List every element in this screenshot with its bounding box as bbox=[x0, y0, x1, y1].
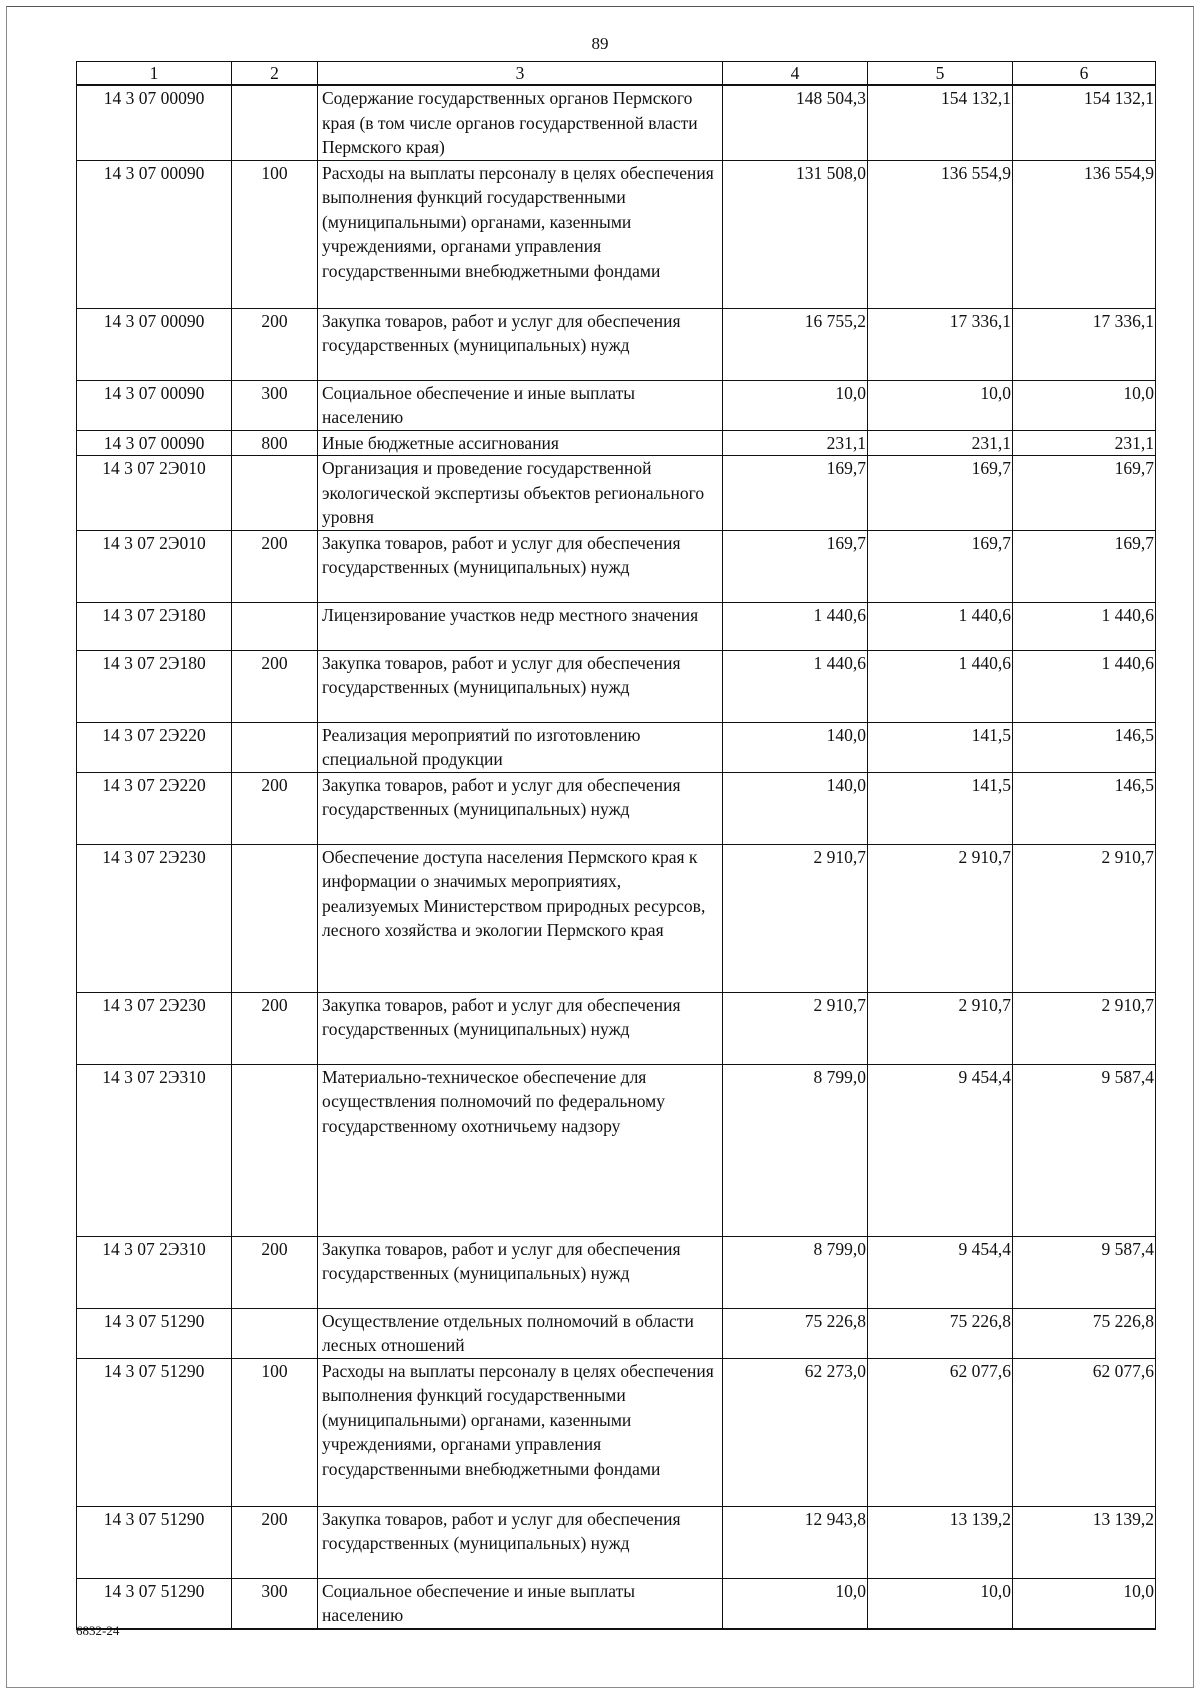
expense-type-cell: 200 bbox=[232, 772, 318, 844]
amount-col6-cell: 13 139,2 bbox=[1013, 1506, 1156, 1578]
table-row bbox=[77, 602, 1156, 650]
table-row bbox=[77, 380, 1156, 430]
budget-code-cell: 14 3 07 51290 bbox=[77, 1578, 232, 1629]
amount-col6-cell: 75 226,8 bbox=[1013, 1308, 1156, 1358]
table-row bbox=[77, 85, 1156, 160]
amount-col5-cell: 9 454,4 bbox=[868, 1064, 1013, 1236]
expense-type-cell bbox=[232, 602, 318, 650]
expense-type-cell: 800 bbox=[232, 430, 318, 456]
amount-col6-cell: 146,5 bbox=[1013, 722, 1156, 772]
table-row bbox=[77, 430, 1156, 456]
amount-col4-cell: 1 440,6 bbox=[723, 602, 868, 650]
budget-code-cell: 14 3 07 2Э310 bbox=[77, 1064, 232, 1236]
amount-col6-cell: 10,0 bbox=[1013, 1578, 1156, 1629]
item-name-cell: Обеспечение доступа населения Пермского края к информации о значимых мероприятиях, реализуемых Министерством природных ресурсов, лесного хозяйства и экологии Пермского края bbox=[318, 844, 723, 992]
table-row bbox=[77, 530, 1156, 602]
amount-col5-cell: 154 132,1 bbox=[868, 85, 1013, 160]
amount-col6-cell: 1 440,6 bbox=[1013, 650, 1156, 722]
item-name-cell: Лицензирование участков недр местного значения bbox=[318, 602, 723, 650]
table-row bbox=[77, 1358, 1156, 1506]
table-row bbox=[77, 1308, 1156, 1358]
amount-col4-cell: 169,7 bbox=[723, 456, 868, 531]
amount-col4-cell: 2 910,7 bbox=[723, 844, 868, 992]
amount-col5-cell: 136 554,9 bbox=[868, 160, 1013, 308]
amount-col4-cell: 8 799,0 bbox=[723, 1236, 868, 1308]
amount-col5-cell: 231,1 bbox=[868, 430, 1013, 456]
amount-col5-cell: 13 139,2 bbox=[868, 1506, 1013, 1578]
document-id: 6832-24 bbox=[76, 1623, 120, 1638]
header-row bbox=[77, 62, 1156, 86]
amount-col5-cell: 10,0 bbox=[868, 1578, 1013, 1629]
item-name-cell: Реализация мероприятий по изготовлению специальной продукции bbox=[318, 722, 723, 772]
amount-col5-cell: 9 454,4 bbox=[868, 1236, 1013, 1308]
amount-col4-cell: 131 508,0 bbox=[723, 160, 868, 308]
expense-type-cell: 300 bbox=[232, 1578, 318, 1629]
amount-col4-cell: 140,0 bbox=[723, 722, 868, 772]
expense-type-cell: 200 bbox=[232, 1506, 318, 1578]
item-name-cell: Расходы на выплаты персоналу в целях обеспечения выполнения функций государственными (муниципальными) органами, казенными учреждениями, органами управления государственными внебюджетными фондами bbox=[318, 160, 723, 308]
column-header: 4 bbox=[723, 62, 868, 86]
item-name-cell: Закупка товаров, работ и услуг для обеспечения государственных (муниципальных) нужд bbox=[318, 308, 723, 380]
amount-col4-cell: 75 226,8 bbox=[723, 1308, 868, 1358]
item-name-cell: Закупка товаров, работ и услуг для обеспечения государственных (муниципальных) нужд bbox=[318, 992, 723, 1064]
amount-col5-cell: 17 336,1 bbox=[868, 308, 1013, 380]
amount-col5-cell: 169,7 bbox=[868, 456, 1013, 531]
table-row bbox=[77, 1064, 1156, 1236]
amount-col6-cell: 136 554,9 bbox=[1013, 160, 1156, 308]
budget-code-cell: 14 3 07 2Э010 bbox=[77, 530, 232, 602]
expense-type-cell bbox=[232, 1308, 318, 1358]
expense-type-cell: 100 bbox=[232, 160, 318, 308]
item-name-cell: Материально-техническое обеспечение для осуществления полномочий по федеральному государственному охотничьему надзору bbox=[318, 1064, 723, 1236]
expense-type-cell: 200 bbox=[232, 308, 318, 380]
table-row bbox=[77, 992, 1156, 1064]
amount-col5-cell: 169,7 bbox=[868, 530, 1013, 602]
amount-col6-cell: 9 587,4 bbox=[1013, 1064, 1156, 1236]
item-name-cell: Закупка товаров, работ и услуг для обеспечения государственных (муниципальных) нужд bbox=[318, 772, 723, 844]
amount-col5-cell: 2 910,7 bbox=[868, 844, 1013, 992]
budget-code-cell: 14 3 07 2Э180 bbox=[77, 650, 232, 722]
amount-col6-cell: 154 132,1 bbox=[1013, 85, 1156, 160]
expense-type-cell: 300 bbox=[232, 380, 318, 430]
amount-col4-cell: 148 504,3 bbox=[723, 85, 868, 160]
amount-col5-cell: 2 910,7 bbox=[868, 992, 1013, 1064]
amount-col4-cell: 10,0 bbox=[723, 1578, 868, 1629]
table-row bbox=[77, 456, 1156, 531]
table-row bbox=[77, 1236, 1156, 1308]
amount-col6-cell: 1 440,6 bbox=[1013, 602, 1156, 650]
item-name-cell: Расходы на выплаты персоналу в целях обеспечения выполнения функций государственными (муниципальными) органами, казенными учреждениями, органами управления государственными внебюджетными фондами bbox=[318, 1358, 723, 1506]
budget-code-cell: 14 3 07 2Э310 bbox=[77, 1236, 232, 1308]
amount-col5-cell: 1 440,6 bbox=[868, 602, 1013, 650]
table-row bbox=[77, 1578, 1156, 1629]
table-row bbox=[77, 1506, 1156, 1578]
amount-col6-cell: 62 077,6 bbox=[1013, 1358, 1156, 1506]
budget-code-cell: 14 3 07 00090 bbox=[77, 160, 232, 308]
amount-col4-cell: 16 755,2 bbox=[723, 308, 868, 380]
amount-col4-cell: 140,0 bbox=[723, 772, 868, 844]
budget-table bbox=[76, 61, 1156, 1630]
budget-code-cell: 14 3 07 00090 bbox=[77, 85, 232, 160]
amount-col5-cell: 141,5 bbox=[868, 772, 1013, 844]
amount-col5-cell: 10,0 bbox=[868, 380, 1013, 430]
expense-type-cell bbox=[232, 844, 318, 992]
expense-type-cell: 200 bbox=[232, 650, 318, 722]
budget-code-cell: 14 3 07 51290 bbox=[77, 1308, 232, 1358]
expense-type-cell bbox=[232, 456, 318, 531]
item-name-cell: Социальное обеспечение и иные выплаты населению bbox=[318, 1578, 723, 1629]
amount-col6-cell: 2 910,7 bbox=[1013, 844, 1156, 992]
budget-code-cell: 14 3 07 2Э220 bbox=[77, 772, 232, 844]
page-number: 89 bbox=[591, 34, 609, 53]
item-name-cell: Социальное обеспечение и иные выплаты населению bbox=[318, 380, 723, 430]
expense-type-cell bbox=[232, 85, 318, 160]
amount-col6-cell: 231,1 bbox=[1013, 430, 1156, 456]
budget-code-cell: 14 3 07 2Э180 bbox=[77, 602, 232, 650]
item-name-cell: Закупка товаров, работ и услуг для обеспечения государственных (муниципальных) нужд bbox=[318, 1506, 723, 1578]
column-header: 6 bbox=[1013, 62, 1156, 86]
table-row bbox=[77, 844, 1156, 992]
amount-col6-cell: 146,5 bbox=[1013, 772, 1156, 844]
amount-col4-cell: 12 943,8 bbox=[723, 1506, 868, 1578]
amount-col6-cell: 2 910,7 bbox=[1013, 992, 1156, 1064]
budget-code-cell: 14 3 07 00090 bbox=[77, 430, 232, 456]
budget-code-cell: 14 3 07 00090 bbox=[77, 308, 232, 380]
amount-col4-cell: 10,0 bbox=[723, 380, 868, 430]
amount-col5-cell: 141,5 bbox=[868, 722, 1013, 772]
budget-code-cell: 14 3 07 51290 bbox=[77, 1506, 232, 1578]
amount-col4-cell: 231,1 bbox=[723, 430, 868, 456]
budget-code-cell: 14 3 07 51290 bbox=[77, 1358, 232, 1506]
budget-code-cell: 14 3 07 2Э010 bbox=[77, 456, 232, 531]
amount-col6-cell: 169,7 bbox=[1013, 456, 1156, 531]
column-header: 5 bbox=[868, 62, 1013, 86]
amount-col4-cell: 8 799,0 bbox=[723, 1064, 868, 1236]
amount-col5-cell: 1 440,6 bbox=[868, 650, 1013, 722]
amount-col6-cell: 10,0 bbox=[1013, 380, 1156, 430]
item-name-cell: Закупка товаров, работ и услуг для обеспечения государственных (муниципальных) нужд bbox=[318, 650, 723, 722]
column-header: 1 bbox=[77, 62, 232, 86]
amount-col4-cell: 1 440,6 bbox=[723, 650, 868, 722]
table-row bbox=[77, 308, 1156, 380]
column-header: 3 bbox=[318, 62, 723, 86]
amount-col5-cell: 62 077,6 bbox=[868, 1358, 1013, 1506]
amount-col4-cell: 2 910,7 bbox=[723, 992, 868, 1064]
item-name-cell: Осуществление отдельных полномочий в области лесных отношений bbox=[318, 1308, 723, 1358]
amount-col4-cell: 169,7 bbox=[723, 530, 868, 602]
expense-type-cell bbox=[232, 722, 318, 772]
item-name-cell: Содержание государственных органов Пермского края (в том числе органов государственной власти Пермского края) bbox=[318, 85, 723, 160]
column-header: 2 bbox=[232, 62, 318, 86]
amount-col6-cell: 169,7 bbox=[1013, 530, 1156, 602]
budget-code-cell: 14 3 07 2Э230 bbox=[77, 844, 232, 992]
item-name-cell: Закупка товаров, работ и услуг для обеспечения государственных (муниципальных) нужд bbox=[318, 1236, 723, 1308]
item-name-cell: Закупка товаров, работ и услуг для обеспечения государственных (муниципальных) нужд bbox=[318, 530, 723, 602]
table-row bbox=[77, 650, 1156, 722]
amount-col4-cell: 62 273,0 bbox=[723, 1358, 868, 1506]
budget-code-cell: 14 3 07 00090 bbox=[77, 380, 232, 430]
amount-col6-cell: 17 336,1 bbox=[1013, 308, 1156, 380]
amount-col6-cell: 9 587,4 bbox=[1013, 1236, 1156, 1308]
expense-type-cell: 200 bbox=[232, 1236, 318, 1308]
item-name-cell: Организация и проведение государственной экологической экспертизы объектов регионального уровня bbox=[318, 456, 723, 531]
amount-col5-cell: 75 226,8 bbox=[868, 1308, 1013, 1358]
table-row bbox=[77, 772, 1156, 844]
budget-code-cell: 14 3 07 2Э230 bbox=[77, 992, 232, 1064]
expense-type-cell: 200 bbox=[232, 530, 318, 602]
item-name-cell: Иные бюджетные ассигнования bbox=[318, 430, 723, 456]
expense-type-cell: 200 bbox=[232, 992, 318, 1064]
expense-type-cell: 100 bbox=[232, 1358, 318, 1506]
table-row bbox=[77, 722, 1156, 772]
table-row bbox=[77, 160, 1156, 308]
budget-code-cell: 14 3 07 2Э220 bbox=[77, 722, 232, 772]
expense-type-cell bbox=[232, 1064, 318, 1236]
